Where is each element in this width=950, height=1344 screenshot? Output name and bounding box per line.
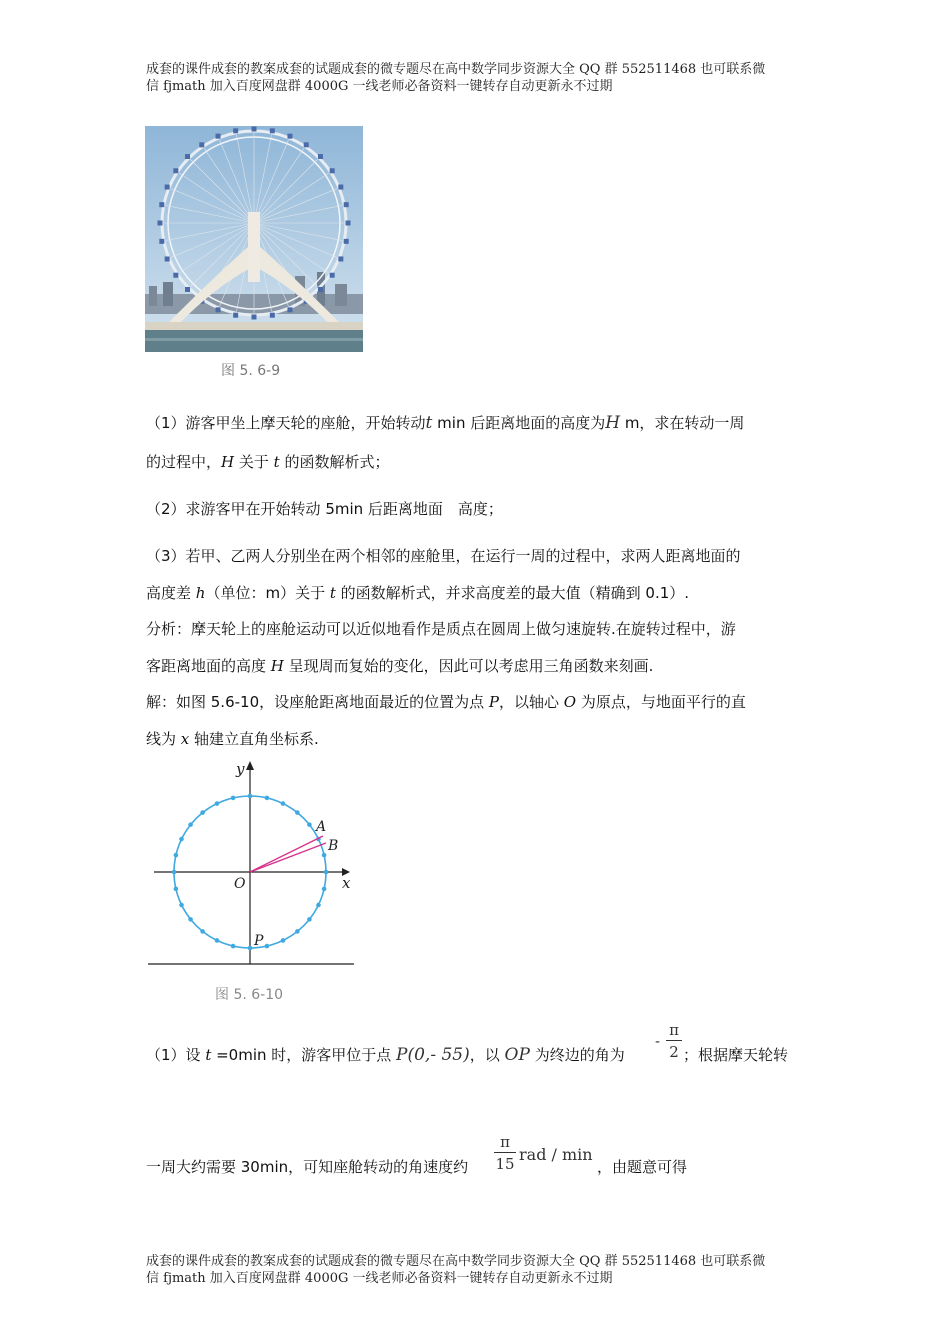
- wheel-cabin: [338, 185, 343, 190]
- question-1-line-2: 的过程中，H 关于 t 的函数解析式；: [146, 453, 390, 471]
- wheel-cabin: [173, 273, 178, 278]
- wheel-cabin: [199, 142, 204, 147]
- cabin-dot: [174, 853, 179, 858]
- label-p: P: [254, 933, 264, 949]
- header-line-2: 信 fjmath 加入百度网盘群 4000G 一线老师必备资料一键转存自动更新永不过期: [146, 79, 613, 94]
- wheel-cabin: [173, 168, 178, 173]
- cabin-dot: [174, 887, 179, 892]
- wheel-cabin: [287, 307, 292, 312]
- wheel-cabin: [338, 256, 343, 261]
- wheel-cabin: [252, 127, 257, 132]
- label-o: O: [234, 876, 246, 892]
- cabin-dot: [322, 853, 327, 858]
- header-line-1: 成套的课件成套的教案成套的试题成套的微专题尽在高中数学同步资源大全 QQ 群 552511468 也可联系微: [146, 62, 766, 77]
- question-2: （2）求游客甲在开始转动 5min 后距离地面 高度；: [146, 500, 503, 518]
- wheel-cabin: [318, 287, 323, 292]
- wheel-cabin: [165, 256, 170, 261]
- pi-numerator: π: [666, 1020, 682, 1041]
- wheel-cabin: [159, 239, 164, 244]
- cabin-dot: [281, 801, 286, 806]
- label-b: B: [328, 838, 339, 854]
- step-1-text: （1）设 t =0min 时，游客甲位于点 P(0,- 55)，以 OP 为终边的角为: [146, 1045, 625, 1065]
- wheel-cabin: [270, 128, 275, 133]
- cabin-dot: [322, 887, 327, 892]
- wheel-cabin: [346, 221, 351, 226]
- wheel-cabin: [344, 239, 349, 244]
- question-3-line-1: （3）若甲、乙两人分别坐在两个相邻的座舱里，在运行一周的过程中，求两人距离地面的: [146, 547, 741, 565]
- cabin-dot: [248, 794, 253, 799]
- cabin-dot: [248, 946, 253, 951]
- page-footer: [146, 1253, 806, 1287]
- radius-ob: [250, 843, 326, 872]
- solution-line-1: 解：如图 5.6-10，设座舱距离地面最近的位置为点 P，以轴心 O 为原点，与地面平行的直: [146, 693, 746, 711]
- step-2-text: 一周大约需要 30min，可知座舱转动的角速度约: [146, 1158, 469, 1176]
- fifteen-denominator: 15: [495, 1155, 515, 1173]
- wheel-cabin: [318, 154, 323, 159]
- question-3-line-2: 高度差 h（单位：m）关于 t 的函数解析式，并求高度差的最大值（精确到 0.1）.: [146, 584, 690, 602]
- step-1-tail: ；根据摩天轮转: [683, 1046, 789, 1064]
- cabin-dot: [188, 917, 193, 922]
- cabin-dot: [215, 801, 220, 806]
- radius-oa: [250, 836, 323, 872]
- pi-over-2: [666, 1020, 682, 1063]
- cabin-dot: [215, 938, 220, 943]
- neg-sign: -: [655, 1032, 661, 1050]
- pi-numerator-2: π: [494, 1132, 516, 1153]
- wheel-cabin: [330, 168, 335, 173]
- footer-line-1: 成套的课件成套的教案成套的试题成套的微专题尽在高中数学同步资源大全 QQ 群 552511468 也可联系微: [146, 1254, 766, 1269]
- label-a: A: [316, 819, 327, 835]
- step-2-tail: ，由题意可得: [597, 1158, 688, 1176]
- wheel-cabin: [270, 313, 275, 318]
- label-y: y: [236, 760, 245, 778]
- cabin-dot: [316, 903, 321, 908]
- wheel-cabin: [233, 128, 238, 133]
- coordinate-circle-diagram: [146, 758, 358, 970]
- wheel-cabin: [233, 313, 238, 318]
- cabin-dot: [307, 917, 312, 922]
- figure-1-caption: 图 5. 6-9: [221, 363, 281, 379]
- wheel-cabin: [287, 134, 292, 139]
- solution-line-2: 线为 x 轴建立直角坐标系.: [146, 730, 319, 748]
- wheel-cabin: [216, 307, 221, 312]
- analysis-line-1: 分析：摩天轮上的座舱运动可以近似地看作是质点在圆周上做匀速旋转.在旋转过程中，游: [146, 620, 736, 638]
- cabin-dot: [265, 796, 270, 801]
- two-denominator: 2: [669, 1043, 679, 1061]
- cabin-dot: [179, 837, 184, 842]
- cabin-dot: [231, 944, 236, 949]
- cabin-dot: [172, 870, 177, 875]
- cabin-dot: [295, 929, 300, 934]
- wheel-cabin: [344, 202, 349, 207]
- wheel-cabin: [158, 221, 163, 226]
- wheel-cabin: [252, 315, 257, 320]
- wheel-cabin: [330, 273, 335, 278]
- label-x: x: [342, 874, 351, 892]
- page-header: [146, 61, 806, 95]
- cabin-dot: [200, 810, 205, 815]
- pi-over-15: [494, 1132, 516, 1175]
- footer-line-2: 信 fjmath 加入百度网盘群 4000G 一线老师必备资料一键转存自动更新永不过期: [146, 1271, 613, 1286]
- cabin-dot: [188, 822, 193, 827]
- figure-2-caption: 图 5. 6-10: [215, 987, 284, 1003]
- cabin-dot: [231, 796, 236, 801]
- rad-per-min: rad / min: [519, 1145, 593, 1164]
- ferris-wheel-photo: [145, 126, 363, 352]
- cabin-dot: [281, 938, 286, 943]
- cabin-dot: [324, 870, 329, 875]
- cabin-dot: [307, 822, 312, 827]
- y-axis-arrow: [246, 761, 254, 770]
- question-1-line-1: （1）游客甲坐上摩天轮的座舱，开始转动t min 后距离地面的高度为H m，求在转动一周: [146, 413, 745, 433]
- cabin-dot: [179, 903, 184, 908]
- wheel-cabin: [165, 185, 170, 190]
- cabin-dot: [265, 944, 270, 949]
- wheel-cabin: [159, 202, 164, 207]
- cabin-dot: [295, 810, 300, 815]
- cabin-dot: [200, 929, 205, 934]
- wheel-cabin: [304, 142, 309, 147]
- analysis-line-2: 客距离地面的高度 H 呈现周而复始的变化，因此可以考虑用三角函数来刻画.: [146, 657, 654, 675]
- wheel-cabin: [216, 134, 221, 139]
- wheel-cabin: [185, 154, 190, 159]
- wheel-cabin: [185, 287, 190, 292]
